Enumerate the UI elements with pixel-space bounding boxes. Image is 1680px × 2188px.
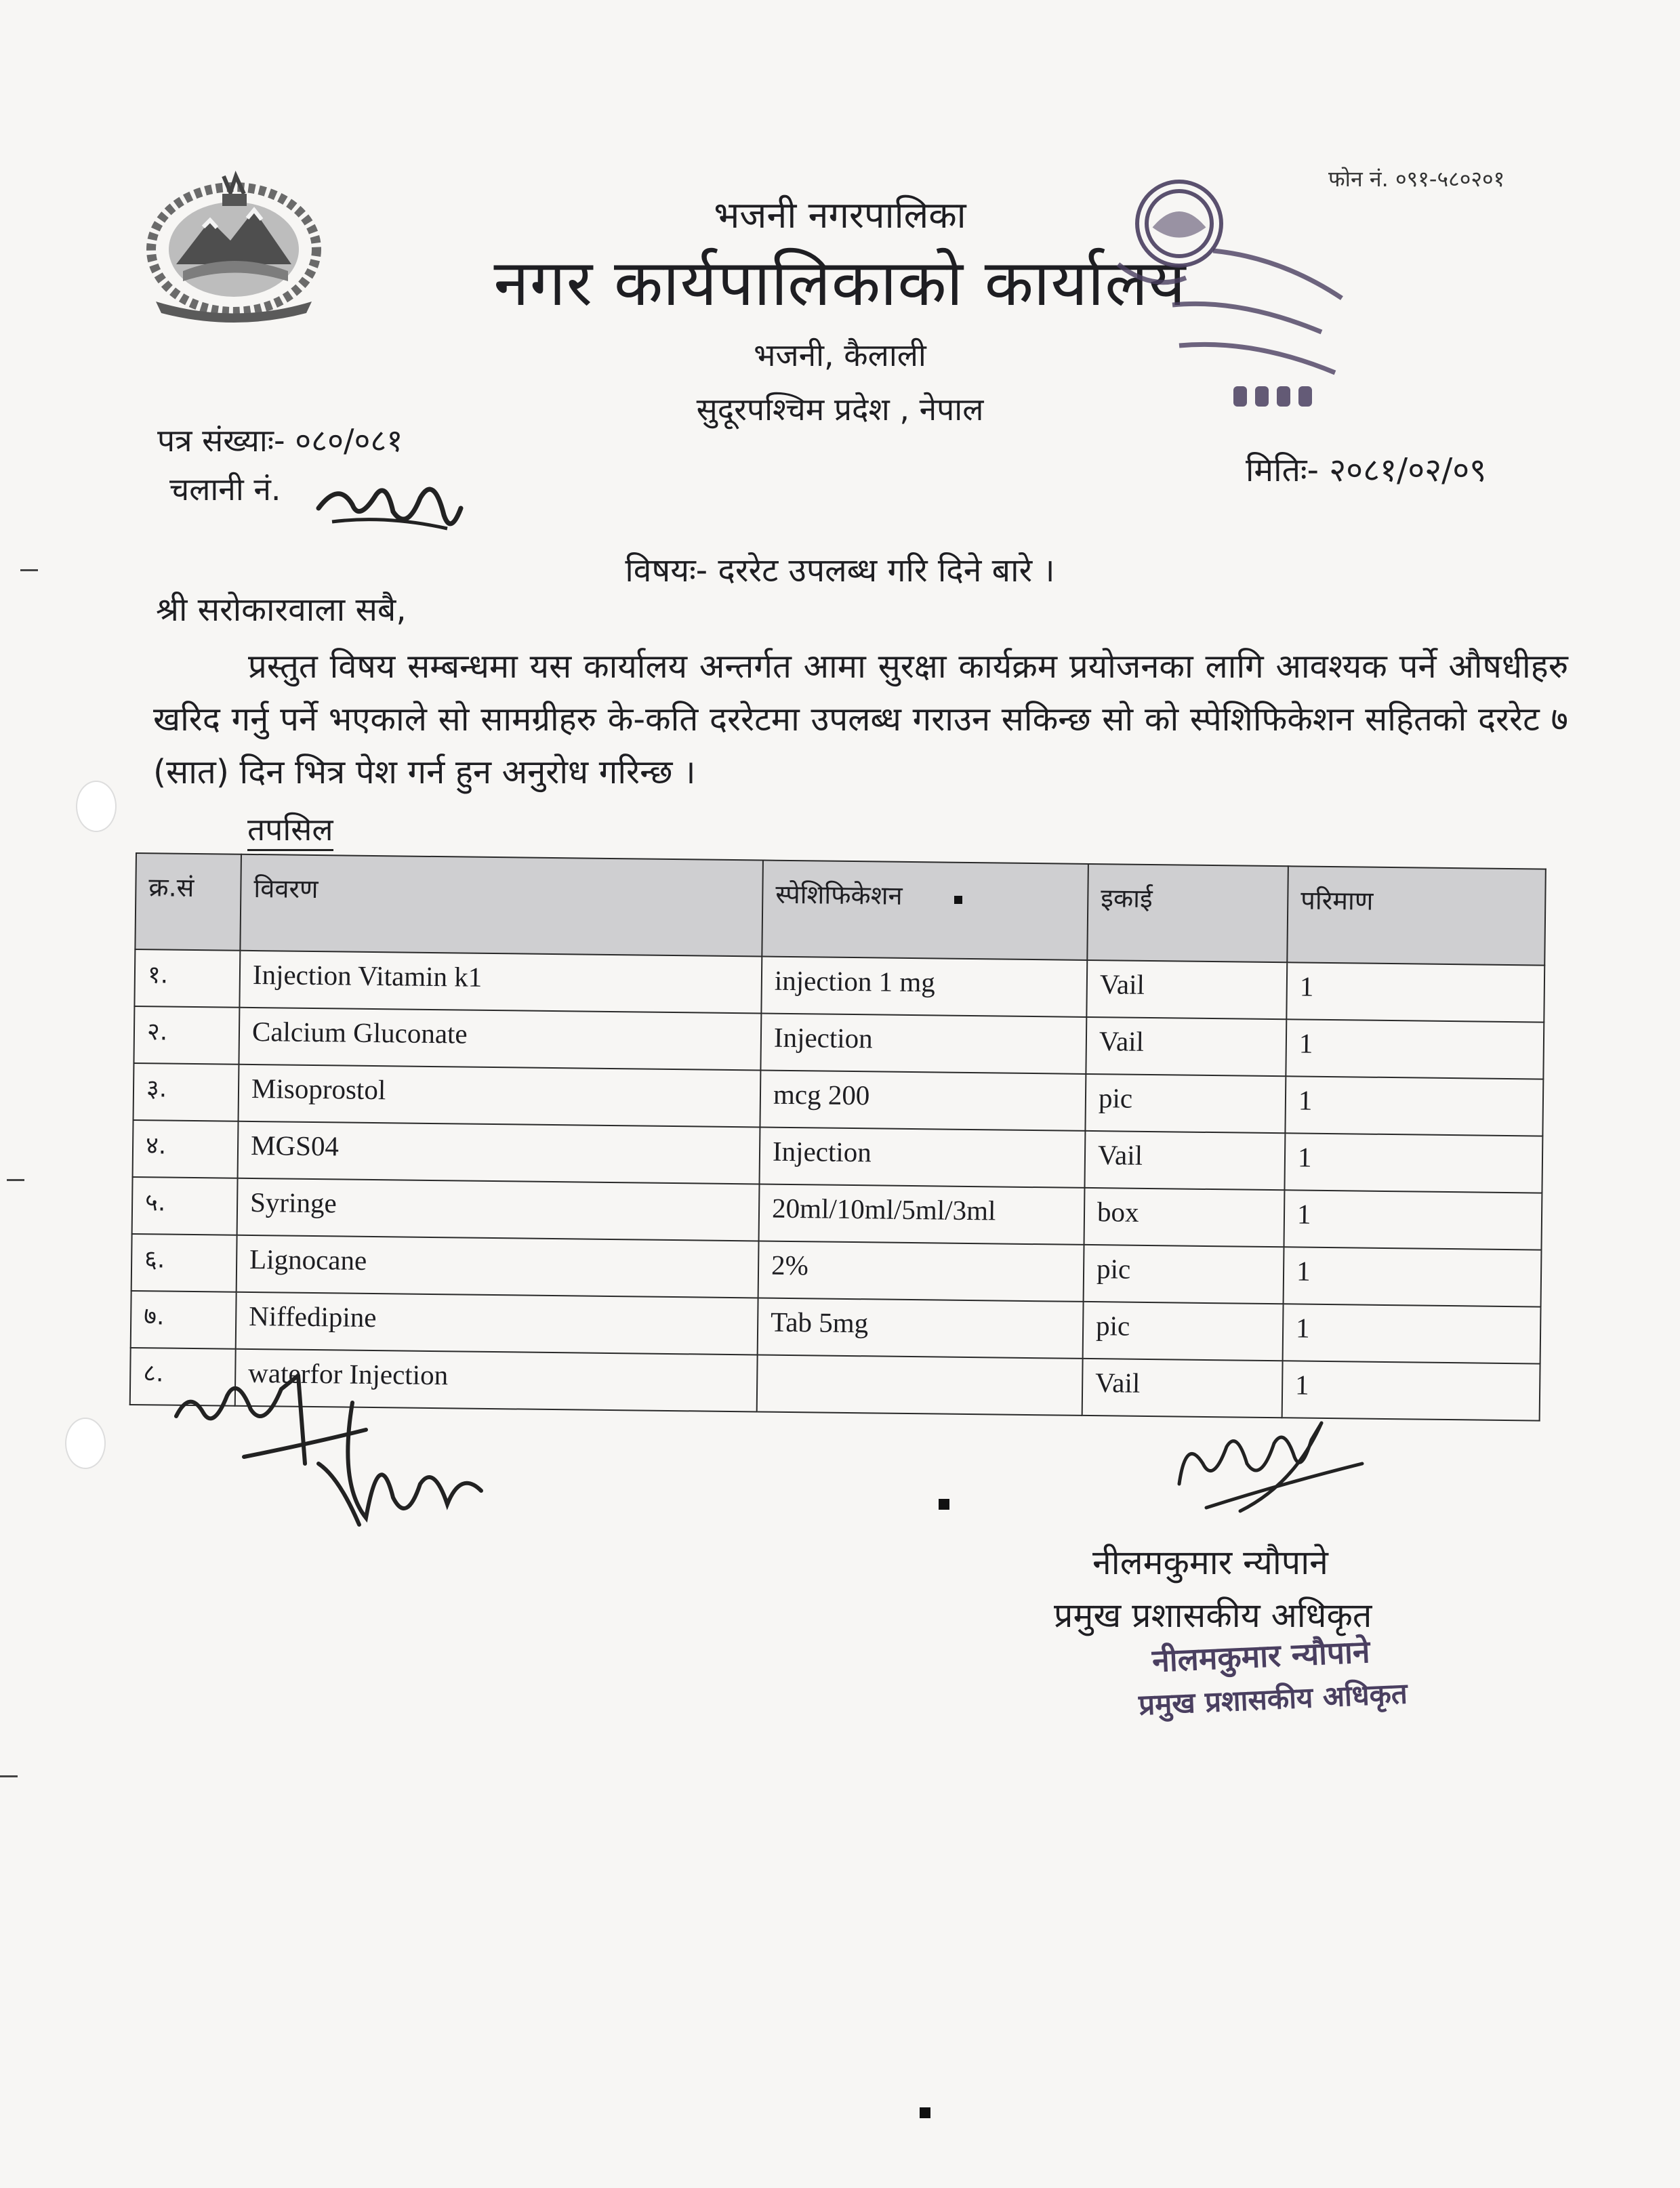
items-table xyxy=(129,852,1546,1422)
cell-quantity: 1 xyxy=(1284,1190,1542,1250)
cell-unit: Vail xyxy=(1082,1359,1283,1418)
cell-serial-no: २. xyxy=(134,1006,239,1065)
cell-unit: box xyxy=(1084,1188,1285,1247)
office-province: सुदूरपश्चिम प्रदेश , नेपाल xyxy=(696,391,984,428)
cell-serial-no: ४. xyxy=(133,1120,239,1178)
body-paragraph: प्रस्तुत विषय सम्बन्धमा यस कार्यालय अन्तर्गत आमा सुरक्षा कार्यक्रम प्रयोजनका लागि आवश्यक पर्ने औषधीहरु खरिद गर्नु पर्ने भएकाले सो सामग्रीहरु के-कति दररेटमा उपलब्ध गराउन सकिन्छ सो को स्पेशिफिकेशन सहितको दररेट ७ (सात) दिन भित्र पेश गर्न हुन अनुरोध गरिन्छ । xyxy=(153,647,1568,791)
cell-unit: pic xyxy=(1084,1245,1284,1304)
scan-tick-mark xyxy=(0,1775,18,1777)
handwritten-signature-right xyxy=(1166,1409,1369,1525)
scan-dot-mark xyxy=(954,896,962,904)
subject-line: विषयः- दररेट उपलब्ध गरि दिने बारे । xyxy=(625,552,1055,590)
table-header-row xyxy=(135,853,1545,966)
cell-specification: Injection xyxy=(760,1013,1086,1073)
punch-hole-lower xyxy=(65,1418,106,1469)
punch-hole-upper xyxy=(76,781,117,832)
header-description: विवरण xyxy=(240,854,763,957)
letter-date: मितिः- २०८१/०२/०९ xyxy=(1246,451,1487,489)
handwritten-signature-left xyxy=(163,1362,515,1538)
cell-description: MGS04 xyxy=(238,1121,760,1184)
cell-description: Niffedipine xyxy=(236,1292,758,1355)
reference-number: पत्र संख्याः- ०८०/०८१ xyxy=(157,422,403,459)
cell-quantity: 1 xyxy=(1286,962,1544,1022)
details-heading: तपसिल xyxy=(247,810,333,851)
cell-serial-no: ७. xyxy=(131,1291,237,1349)
cell-specification: 20ml/10ml/5ml/3ml xyxy=(759,1184,1085,1244)
cell-quantity: 1 xyxy=(1285,1076,1543,1136)
dispatch-number-label: चलानी नं. xyxy=(169,471,281,508)
scan-tick-mark xyxy=(7,1179,24,1181)
cell-description: waterfor Injection xyxy=(235,1349,758,1412)
cell-serial-no: १. xyxy=(134,949,240,1008)
header-serial-no: क्र.सं xyxy=(135,853,241,951)
cell-quantity: 1 xyxy=(1284,1133,1542,1193)
cell-description: Calcium Gluconate xyxy=(239,1008,761,1071)
salutation: श्री सरोकारवाला सबै, xyxy=(156,591,407,629)
cell-specification: mcg 200 xyxy=(760,1070,1086,1130)
cell-serial-no: ५. xyxy=(132,1177,238,1235)
signer-title: प्रमुख प्रशासकीय अधिकृत xyxy=(1054,1596,1372,1635)
cell-specification: 2% xyxy=(758,1241,1084,1301)
cell-specification: Tab 5mg xyxy=(758,1298,1084,1358)
cell-quantity: 1 xyxy=(1284,1247,1542,1306)
signer-stamp-title: प्रमुख प्रशासकीय अधिकृत xyxy=(1138,1676,1408,1722)
phone-number: फोन नं. ०९१-५८०२०१ xyxy=(1328,166,1505,192)
cell-quantity: 1 xyxy=(1282,1361,1540,1420)
cell-quantity: 1 xyxy=(1283,1304,1541,1363)
cell-specification: Injection xyxy=(760,1127,1086,1187)
cell-unit: Vail xyxy=(1086,960,1287,1019)
municipality-name: भजनी नगरपालिका xyxy=(714,194,966,236)
cell-specification xyxy=(757,1355,1083,1415)
cell-unit: pic xyxy=(1083,1302,1284,1361)
cell-quantity: 1 xyxy=(1286,1019,1544,1079)
signer-stamp-name: नीलमकुमार न्यौपाने xyxy=(1151,1633,1371,1679)
header-quantity: परिमाण xyxy=(1287,866,1546,965)
office-title: नगर कार्यपालिकाको कार्यालय xyxy=(493,247,1187,321)
handwritten-dispatch-number xyxy=(312,468,468,542)
cell-description: Injection Vitamin k1 xyxy=(239,951,762,1014)
cell-description: Misoprostol xyxy=(239,1065,761,1128)
header-specification: स्पेशिफिकेशन xyxy=(762,861,1088,960)
cell-serial-no: ८. xyxy=(130,1348,236,1406)
scan-tick-mark xyxy=(20,569,38,571)
office-address: भजनी, कैलाली xyxy=(754,337,926,373)
cell-description: Lignocane xyxy=(237,1235,759,1298)
scan-dot-mark xyxy=(920,2107,930,2118)
cell-description: Syringe xyxy=(237,1178,760,1241)
signer-name: नीलमकुमार न्यौपाने xyxy=(1092,1543,1328,1582)
cell-unit: Vail xyxy=(1084,1131,1285,1190)
office-seal-stamp xyxy=(1078,163,1376,434)
cell-unit: Vail xyxy=(1086,1017,1286,1076)
cell-specification: injection 1 mg xyxy=(761,956,1087,1016)
cell-unit: pic xyxy=(1085,1074,1286,1133)
cell-serial-no: ३. xyxy=(134,1063,239,1121)
cell-serial-no: ६. xyxy=(131,1234,237,1292)
header-unit: इकाई xyxy=(1087,864,1288,962)
scan-dot-mark xyxy=(939,1499,949,1510)
